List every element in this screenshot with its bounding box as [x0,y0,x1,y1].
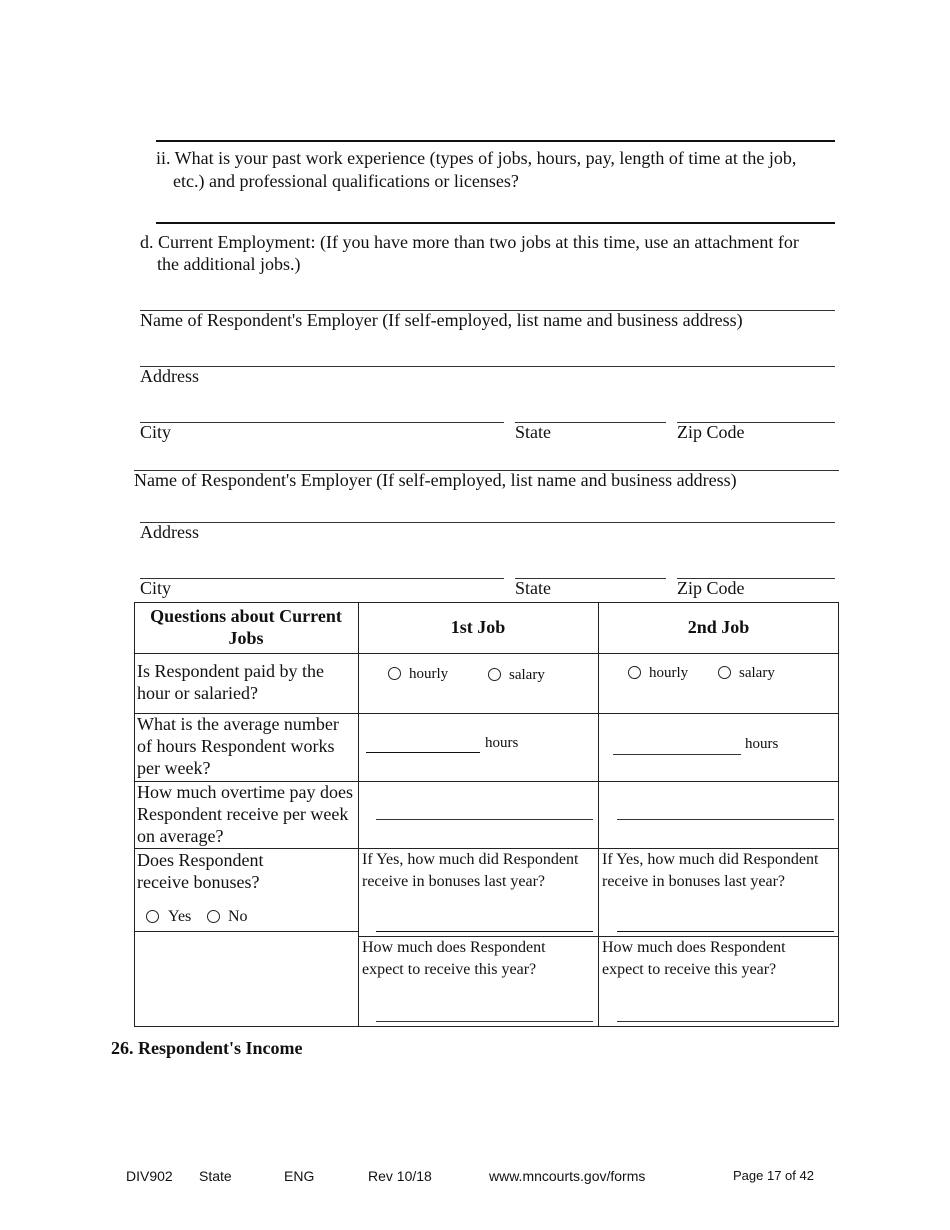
job2-hourly-label: hourly [649,665,689,681]
job1-bonus-last-year-field[interactable] [376,931,593,932]
bonus-yes-label: Yes [168,908,192,925]
employer2-city-label: City [140,578,172,598]
question-receive-bonuses: Does Respondent receive bonuses? [137,850,264,892]
employer2-city-field[interactable] [140,578,504,579]
job1-bonus-this-year-label: How much does Respondent expect to receive this year? [362,939,546,978]
employer1-state-label: State [515,422,551,442]
employer1-zip-label: Zip Code [677,422,745,442]
question-ii-answer-line[interactable] [156,222,835,224]
job2-hours-unit: hours [745,736,779,752]
employer2-address-field[interactable] [140,522,835,523]
footer-language: ENG [284,1168,315,1184]
question-overtime-pay: How much overtime pay does Respondent receive per week on average? [137,782,353,846]
job2-bonus-last-year-label: If Yes, how much did Respondent receive in bonuses last year? [602,851,819,890]
header-2nd-job: 2nd Job [687,617,750,637]
job2-bonus-last-year-field[interactable] [617,931,834,932]
employer2-name-label: Name of Respondent's Employer (If self-employed, list name and business address) [134,470,737,490]
job2-salary-label: salary [739,665,775,681]
job2-overtime-field[interactable] [617,819,834,820]
footer-url[interactable]: www.mncourts.gov/forms [489,1168,646,1184]
bonus-no-label: No [228,908,248,925]
table-row-divider-5 [134,931,358,932]
question-ii-line2: etc.) and professional qualifications or licenses? [173,171,519,191]
employer2-address-label: Address [140,522,199,542]
footer-state: State [199,1168,232,1184]
question-average-hours: What is the average number of hours Respondent works per week? [137,714,339,778]
job1-bonus-this-year-field[interactable] [376,1021,593,1022]
job2-hours-field[interactable] [613,754,741,755]
job2-hourly-radio[interactable] [628,666,641,679]
job1-hourly-radio[interactable] [388,667,401,680]
employer1-address-field[interactable] [140,366,835,367]
employer1-name-label: Name of Respondent's Employer (If self-employed, list name and business address) [140,310,743,330]
header-questions: Questions about Current Jobs [150,606,342,648]
employer2-zip-label: Zip Code [677,578,745,598]
job1-hours-field[interactable] [366,752,480,753]
job2-bonus-this-year-field[interactable] [617,1021,834,1022]
job1-bonus-last-year-label: If Yes, how much did Respondent receive in bonuses last year? [362,851,579,890]
bonus-yes-radio[interactable] [146,910,159,923]
job1-salary-label: salary [509,667,545,683]
footer-form-id: DIV902 [126,1168,173,1184]
footer-revision: Rev 10/18 [368,1168,432,1184]
table-row-divider-1 [134,653,839,654]
job1-hourly-label: hourly [409,666,449,682]
employer1-city-label: City [140,422,172,442]
bonus-no-radio[interactable] [207,910,220,923]
job1-overtime-field[interactable] [376,819,593,820]
job1-salary-radio[interactable] [488,668,501,681]
job2-salary-radio[interactable] [718,666,731,679]
employer1-city-field[interactable] [140,422,504,423]
header-1st-job: 1st Job [450,617,506,637]
table-col-divider-1 [358,602,359,1027]
question-d-line1: d. Current Employment: (If you have more than two jobs at this time, use an attachment for [140,232,799,252]
question-paid-type: Is Respondent paid by the hour or salaried? [137,661,324,703]
section-26-title: 26. Respondent's Income [111,1038,303,1058]
question-ii-line1: ii. What is your past work experience (types of jobs, hours, pay, length of time at the job, [156,148,797,168]
footer-page-number: Page 17 of 42 [733,1168,814,1183]
question-d-line2: the additional jobs.) [157,254,301,274]
table-col-divider-2 [598,602,599,1027]
employer1-address-label: Address [140,366,199,386]
employer2-state-label: State [515,578,551,598]
job1-hours-unit: hours [485,735,519,751]
job2-bonus-this-year-label: How much does Respondent expect to receive this year? [602,939,786,978]
answer-line-prior [156,140,835,142]
